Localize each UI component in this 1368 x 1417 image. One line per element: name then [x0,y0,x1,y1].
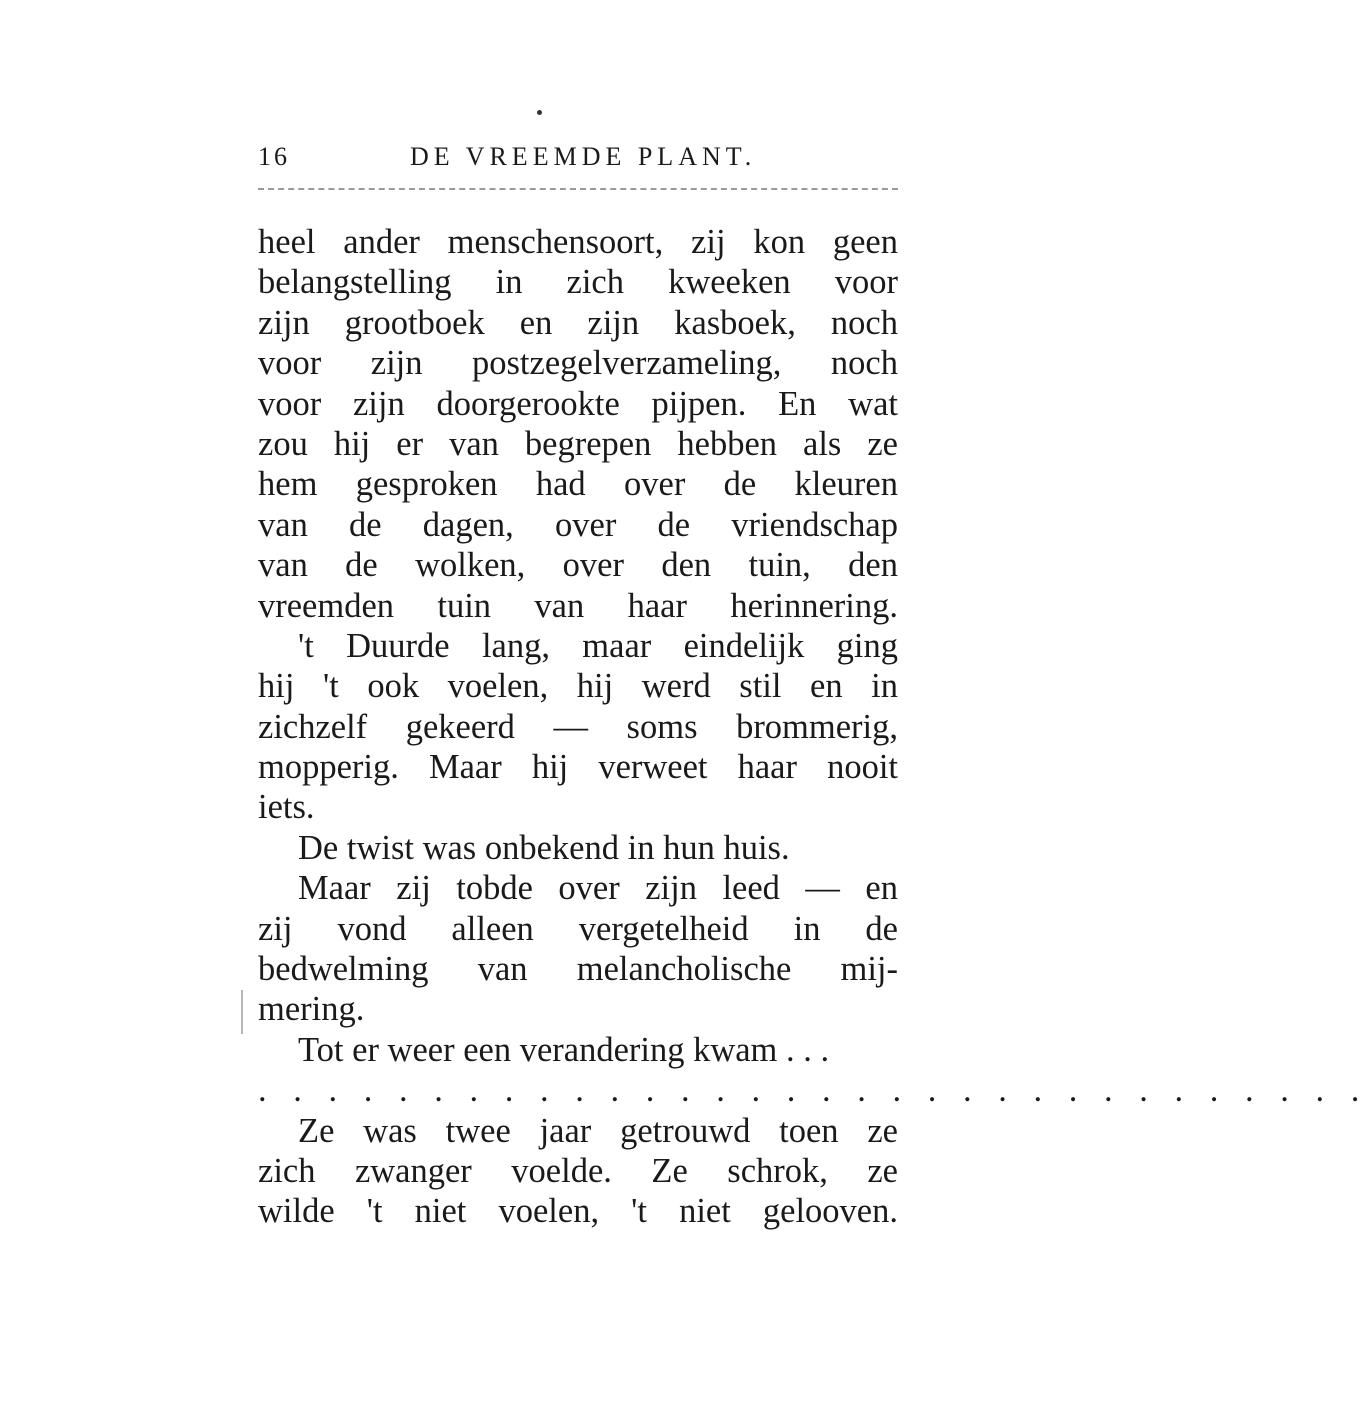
text-line: De twist was onbekend in hun huis. [298,828,790,867]
text-line: zou hij er van begrepen hebben als ze [258,424,898,463]
text-line: mering. [258,990,365,1029]
section-break-dots: . . . . . . . . . . . . . . . . . . . . . . . . . . . . . . . . [258,1071,1368,1110]
text-line: bedwelming van melancholische mij- [258,950,898,989]
body-text [258,222,1368,1232]
text-line: heel ander menschensoort, zij kon geen [258,223,898,261]
text-line: zijn grootboek en zijn kasboek, noch [258,303,898,342]
text-line: voor zijn doorgerookte pijpen. En wat [258,384,898,423]
text-line: 't Duurde lang, maar eindelijk ging [298,626,898,665]
page-header [258,142,898,178]
page-number: 16 [258,142,290,171]
text-line: zichzelf gekeerd — soms brommerig, [258,707,898,746]
text-line: zich zwanger voelde. Ze schrok, ze [258,1151,898,1190]
text-line: mopperig. Maar hij verweet haar nooit [258,748,898,787]
text-line: belangstelling in zich kweeken voor [258,263,898,302]
text-line: vreemden tuin van haar herinnering. [258,586,898,625]
text-line: wilde 't niet voelen, 't niet gelooven. [258,1192,898,1231]
text-line: hij 't ook voelen, hij werd stil en in [258,667,898,706]
text-line: voor zijn postzegelverzameling, noch [258,344,898,383]
text-line: zij vond alleen vergetelheid in de [258,909,898,948]
text-line: iets. [258,788,315,827]
text-line: hem gesproken had over de kleuren [258,465,898,504]
text-line: van de wolken, over den tuin, den [258,546,898,585]
text-line: Maar zij tobde over zijn leed — en [298,869,898,908]
text-line: van de dagen, over de vriendschap [258,505,898,544]
header-rule [258,188,898,190]
text-line: Tot er weer een verandering kwam . . . [298,1030,830,1069]
text-line: Ze was twee jaar getrouwd toen ze [298,1111,898,1150]
print-speck [537,110,542,115]
running-title: DE VREEMDE PLANT. [410,142,757,171]
margin-mark [241,990,243,1034]
